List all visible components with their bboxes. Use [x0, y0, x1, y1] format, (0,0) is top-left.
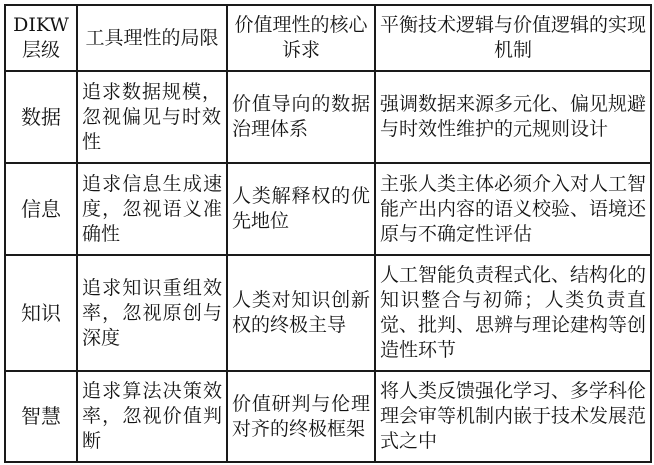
row-limitation-cell: 追求算法决策效率，忽视价值判断: [77, 371, 227, 462]
row-mechanism-cell: 主张人类主体必须介入对人工智能产出内容的语义校验、语境还原与不确定性评估: [375, 163, 651, 255]
row-limitation-cell: 追求知识重组效率，忽视原创与深度: [77, 255, 227, 371]
row-mechanism-cell: 将人类反馈强化学习、多学科伦理会审等机制内嵌于技术发展范式之中: [375, 371, 651, 462]
row-value-claim-cell: 价值研判与伦理对齐的终极框架: [227, 371, 375, 462]
row-mechanism-cell: 人工智能负责程式化、结构化的知识整合与初筛；人类负责直觉、批判、思辨与理论建构等创造性环节: [375, 255, 651, 371]
row-level-label: 智慧: [5, 371, 77, 462]
row-level-label: 信息: [5, 163, 77, 255]
table-row: [5, 371, 651, 462]
row-value-claim-cell: 人类解释权的优先地位: [227, 163, 375, 255]
row-limitation-cell: 追求信息生成速度，忽视语义准确性: [77, 163, 227, 255]
header-value-rationality-claim: 价值理性的核心诉求: [227, 5, 375, 71]
row-level-label: 数据: [5, 71, 77, 163]
row-mechanism-cell: 强调数据来源多元化、偏见规避与时效性维护的元规则设计: [375, 71, 651, 163]
table-header-row: [5, 5, 651, 71]
row-level-label: 知识: [5, 255, 77, 371]
header-tool-rationality-limit: 工具理性的局限: [77, 5, 227, 71]
row-value-claim-cell: 价值导向的数据治理体系: [227, 71, 375, 163]
header-balance-mechanism: 平衡技术逻辑与价值逻辑的实现机制: [375, 5, 651, 71]
row-limitation-cell: 追求数据规模，忽视偏见与时效性: [77, 71, 227, 163]
dikw-table: [4, 4, 652, 463]
table-row: [5, 71, 651, 163]
table-row: [5, 163, 651, 255]
row-value-claim-cell: 人类对知识创新权的终极主导: [227, 255, 375, 371]
table-row: [5, 255, 651, 371]
header-dikw-level: DIKW 层级: [5, 5, 77, 71]
